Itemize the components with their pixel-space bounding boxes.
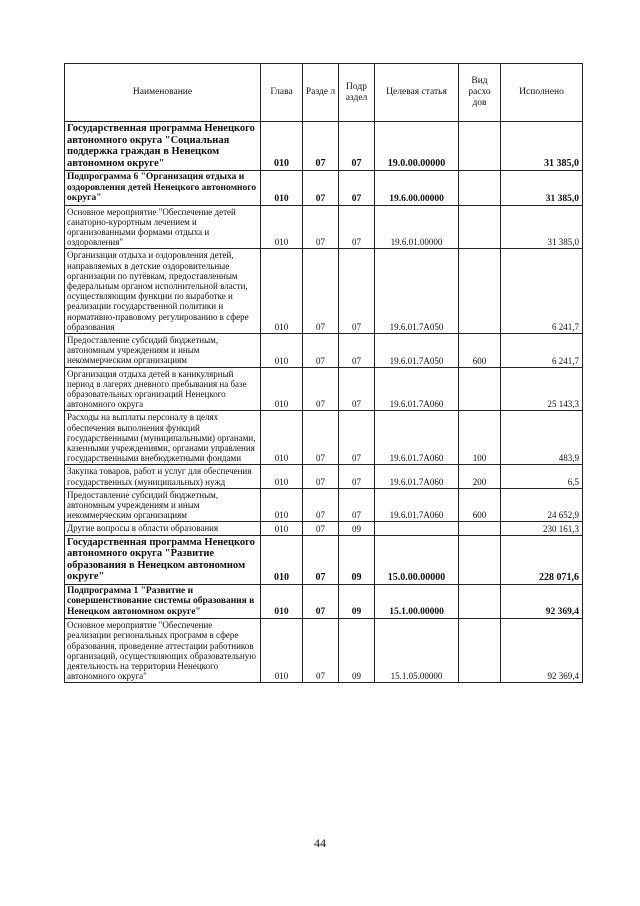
- table-row: [65, 171, 583, 206]
- row-amount-cell: 483,9: [501, 411, 583, 465]
- row-name-cell: Основное мероприятие "Обеспечение детей санаторно-курортным лечением и организованными формами отдыха и оздоровления": [65, 205, 261, 249]
- row-podrazdel-cell: 09: [339, 535, 375, 584]
- row-statya-cell: 19.6.01.7А060: [375, 367, 459, 411]
- row-amount-cell: 31 385,0: [501, 171, 583, 206]
- table-row: [65, 333, 583, 367]
- row-podrazdel-cell: 07: [339, 488, 375, 522]
- row-amount-cell: 6 241,7: [501, 333, 583, 367]
- row-vid-cell: 600: [459, 333, 501, 367]
- table-row: [65, 205, 583, 249]
- column-header-name: Наименование: [65, 64, 261, 122]
- row-statya-cell: [375, 522, 459, 535]
- row-podrazdel-cell: 09: [339, 584, 375, 619]
- row-podrazdel-cell: 09: [339, 522, 375, 535]
- table-row: [65, 249, 583, 334]
- row-statya-cell: 19.6.01.7А060: [375, 411, 459, 465]
- row-glava-cell: 010: [261, 205, 303, 249]
- budget-table: [64, 63, 583, 683]
- row-razdel-cell: 07: [303, 367, 339, 411]
- row-amount-cell: 92 369,4: [501, 584, 583, 619]
- row-razdel-cell: 07: [303, 584, 339, 619]
- row-glava-cell: 010: [261, 171, 303, 206]
- row-vid-cell: [459, 367, 501, 411]
- table-row: [65, 465, 583, 488]
- row-amount-cell: 31 385,0: [501, 205, 583, 249]
- row-podrazdel-cell: 07: [339, 411, 375, 465]
- row-name-cell: Основное мероприятие "Обеспечение реализации региональных программ в сфере образования, проведение аттестации работников организаций, осуществляющих образовательную деятельность на территории Ненецкого автономного округа": [65, 619, 261, 683]
- row-vid-cell: [459, 619, 501, 683]
- row-amount-cell: 228 071,6: [501, 535, 583, 584]
- row-razdel-cell: 07: [303, 488, 339, 522]
- row-amount-cell: 24 652,9: [501, 488, 583, 522]
- row-statya-cell: 19.6.00.00000: [375, 171, 459, 206]
- row-vid-cell: [459, 584, 501, 619]
- row-name-cell: Предоставление субсидий бюджетным, автономным учреждениям и иным некоммерческим организациям: [65, 488, 261, 522]
- row-glava-cell: 010: [261, 367, 303, 411]
- row-statya-cell: 15.1.05.00000: [375, 619, 459, 683]
- table-row: [65, 584, 583, 619]
- row-podrazdel-cell: 09: [339, 619, 375, 683]
- row-razdel-cell: 07: [303, 619, 339, 683]
- row-name-cell: Другие вопросы в области образования: [65, 522, 261, 535]
- row-statya-cell: 19.6.01.00000: [375, 205, 459, 249]
- row-podrazdel-cell: 07: [339, 122, 375, 171]
- row-statya-cell: 15.0.00.00000: [375, 535, 459, 584]
- row-name-cell: Подпрограмма 6 "Организация отдыха и оздоровления детей Ненецкого автономного округа": [65, 171, 261, 206]
- row-vid-cell: [459, 535, 501, 584]
- row-amount-cell: 31 385,0: [501, 122, 583, 171]
- row-glava-cell: 010: [261, 333, 303, 367]
- row-glava-cell: 010: [261, 488, 303, 522]
- column-header-statya: Целевая статья: [375, 64, 459, 122]
- row-glava-cell: 010: [261, 465, 303, 488]
- table-header-row: [65, 64, 583, 122]
- row-podrazdel-cell: 07: [339, 205, 375, 249]
- row-podrazdel-cell: 07: [339, 171, 375, 206]
- row-glava-cell: 010: [261, 411, 303, 465]
- row-name-cell: Расходы на выплаты персоналу в целях обеспечения выполнения функций государственными (муниципальными) органами, казенными учреждениями, органами управления государственными внебюджетными фондами: [65, 411, 261, 465]
- row-vid-cell: [459, 122, 501, 171]
- row-amount-cell: 6,5: [501, 465, 583, 488]
- row-name-cell: Предоставление субсидий бюджетным, автономным учреждениям и иным некоммерческим организациям: [65, 333, 261, 367]
- row-vid-cell: 600: [459, 488, 501, 522]
- row-vid-cell: [459, 171, 501, 206]
- row-name-cell: Организация отдыха и оздоровления детей, направляемых в детские оздоровительные организации по путёвкам, предоставленным федеральным органом исполнительной власти, осуществляющим функции по выработке и реализации государственной политики и нормативно-правовому регулированию в сфере образования: [65, 249, 261, 334]
- row-amount-cell: 230 161,3: [501, 522, 583, 535]
- row-vid-cell: 200: [459, 465, 501, 488]
- row-glava-cell: 010: [261, 535, 303, 584]
- row-glava-cell: 010: [261, 249, 303, 334]
- row-razdel-cell: 07: [303, 333, 339, 367]
- row-podrazdel-cell: 07: [339, 465, 375, 488]
- row-statya-cell: 19.6.01.7А050: [375, 249, 459, 334]
- row-name-cell: Закупка товаров, работ и услуг для обеспечения государственных (муниципальных) нужд: [65, 465, 261, 488]
- row-glava-cell: 010: [261, 522, 303, 535]
- column-header-podrazdel: Подр аздел: [339, 64, 375, 122]
- table-body: [65, 122, 583, 683]
- row-name-cell: Государственная программа Ненецкого автономного округа "Развитие образования в Ненецком автономном округе": [65, 535, 261, 584]
- row-statya-cell: 19.6.01.7А050: [375, 333, 459, 367]
- row-razdel-cell: 07: [303, 411, 339, 465]
- table-row: [65, 367, 583, 411]
- row-vid-cell: [459, 522, 501, 535]
- row-podrazdel-cell: 07: [339, 333, 375, 367]
- page-number: 44: [314, 836, 326, 850]
- row-razdel-cell: 07: [303, 249, 339, 334]
- row-name-cell: Организация отдыха детей в каникулярный период в лагерях дневного пребывания на базе образовательных организаций Ненецкого автономного округа: [65, 367, 261, 411]
- column-header-amount: Исполнено: [501, 64, 583, 122]
- row-razdel-cell: 07: [303, 465, 339, 488]
- table-row: [65, 535, 583, 584]
- row-razdel-cell: 07: [303, 122, 339, 171]
- table-row: [65, 411, 583, 465]
- row-name-cell: Подпрограмма 1 "Развитие и совершенствование системы образования в Ненецком автономном округе": [65, 584, 261, 619]
- column-header-razdel: Разде л: [303, 64, 339, 122]
- table-row: [65, 488, 583, 522]
- row-razdel-cell: 07: [303, 535, 339, 584]
- row-podrazdel-cell: 07: [339, 367, 375, 411]
- row-statya-cell: 19.6.01.7А060: [375, 488, 459, 522]
- row-amount-cell: 6 241,7: [501, 249, 583, 334]
- row-vid-cell: 100: [459, 411, 501, 465]
- row-razdel-cell: 07: [303, 171, 339, 206]
- row-razdel-cell: 07: [303, 522, 339, 535]
- row-razdel-cell: 07: [303, 205, 339, 249]
- table-row: [65, 122, 583, 171]
- row-statya-cell: 19.0.00.00000: [375, 122, 459, 171]
- budget-table-container: [64, 63, 582, 683]
- column-header-glava: Глава: [261, 64, 303, 122]
- row-podrazdel-cell: 07: [339, 249, 375, 334]
- row-glava-cell: 010: [261, 122, 303, 171]
- row-statya-cell: 15.1.00.00000: [375, 584, 459, 619]
- row-vid-cell: [459, 249, 501, 334]
- row-glava-cell: 010: [261, 619, 303, 683]
- row-glava-cell: 010: [261, 584, 303, 619]
- row-amount-cell: 92 369,4: [501, 619, 583, 683]
- column-header-vid: Вид расхо дов: [459, 64, 501, 122]
- row-vid-cell: [459, 205, 501, 249]
- row-name-cell: Государственная программа Ненецкого автономного округа "Социальная поддержка граждан в Ненецком автономном округе": [65, 122, 261, 171]
- table-row: [65, 619, 583, 683]
- row-amount-cell: 25 143,3: [501, 367, 583, 411]
- row-statya-cell: 19.6.01.7А060: [375, 465, 459, 488]
- table-row: [65, 522, 583, 535]
